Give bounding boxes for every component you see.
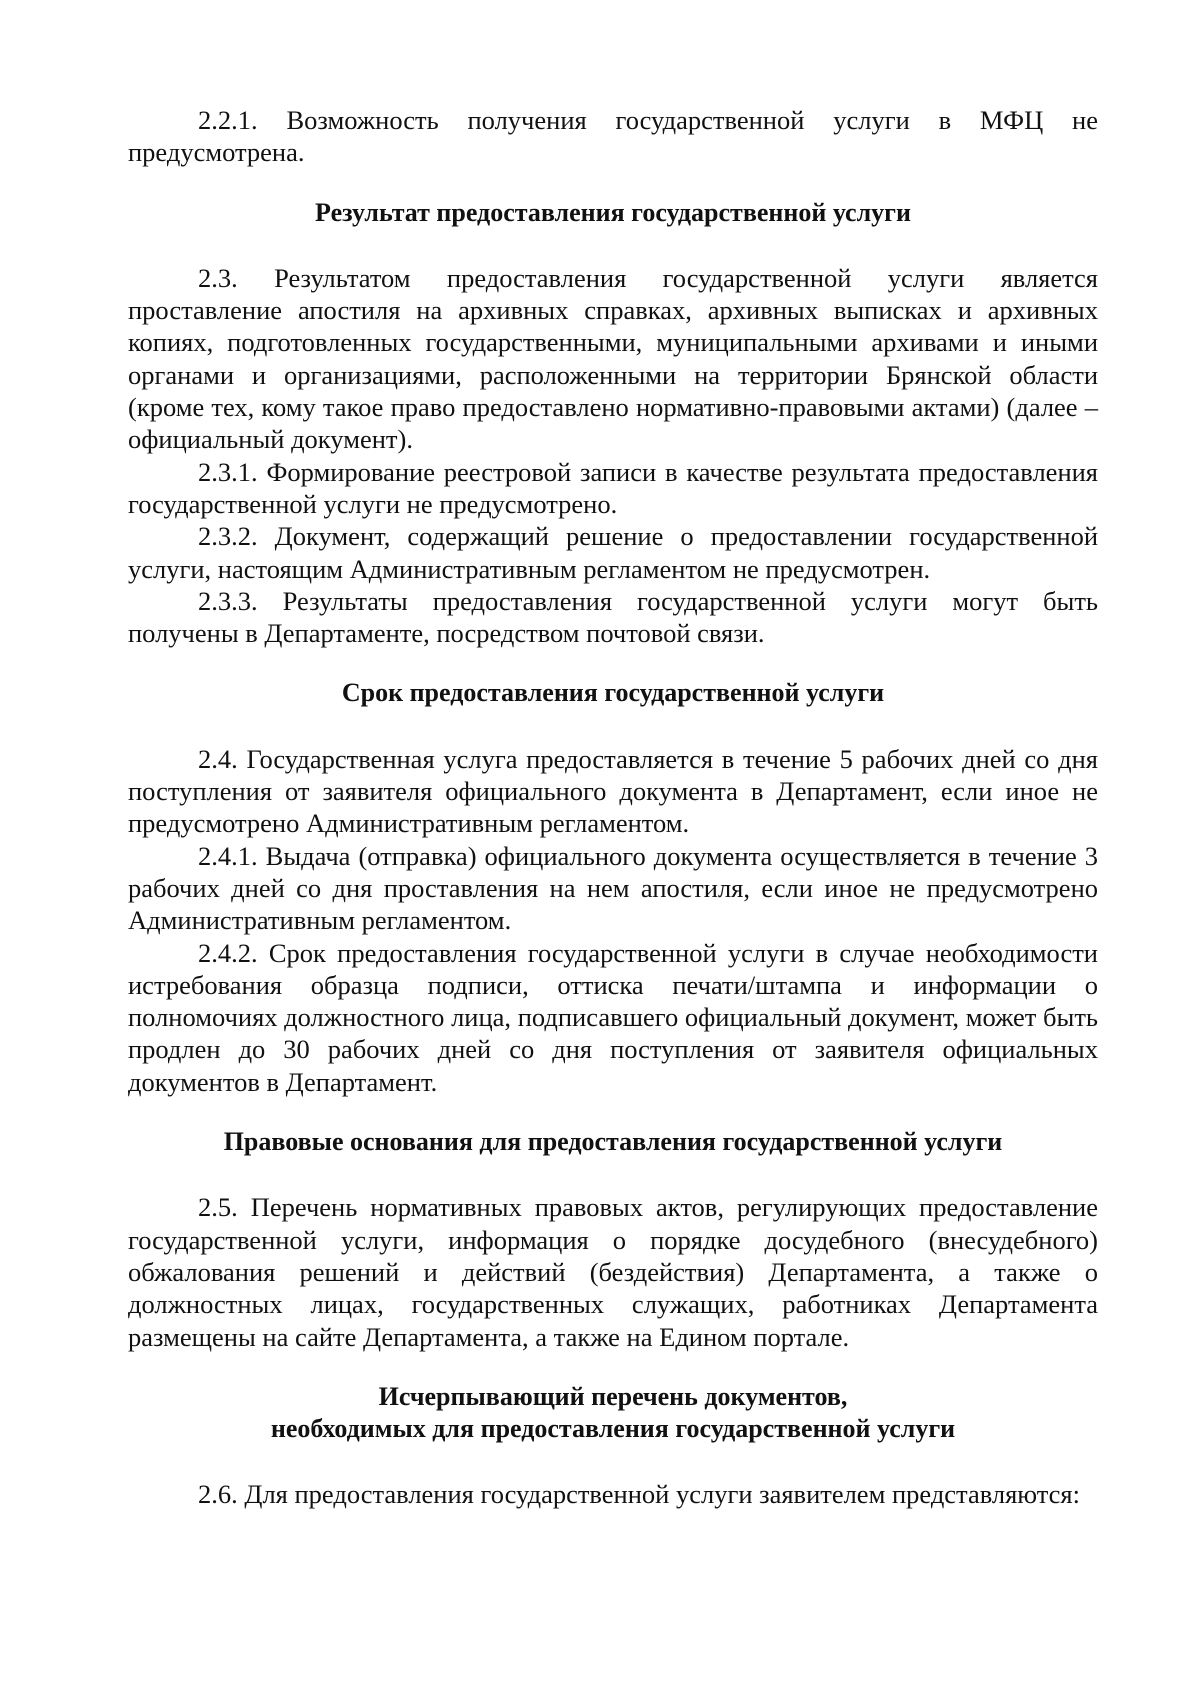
- heading-term: Срок предоставления государственной услуги: [341, 678, 885, 708]
- paragraph-2-4-2: 2.4.2. Срок предоставления государственной услуги в случае необходимости истребования образца подписи, оттиска печати/штампа и информации о полномочиях должностного лица, подписавшего официальный документ, может быть продлен до 30 рабочих дней со дня поступления от заявителя официальных документов в Департамент.: [128, 937, 1098, 1097]
- paragraph-2-3: 2.3. Результатом предоставления государственной услуги является проставление апостиля на архивных справках, архивных выписках и архивных копиях, подготовленных государственными, муниципальными архивами и иными органами и организациями, расположенными на территории Брянской области (кроме тех, кому такое право предоставлено нормативно-правовыми актами) (далее – официальный документ).: [128, 262, 1098, 455]
- paragraph-2-4-1: 2.4.1. Выдача (отправка) официального документа осуществляется в течение 3 рабочих дней со дня проставления на нем апостиля, если иное не предусмотрено Административным регламентом.: [128, 840, 1098, 936]
- paragraph-2-2-1: 2.2.1. Возможность получения государственной услуги в МФЦ не предусмотрена.: [128, 105, 1098, 168]
- paragraph-2-3-2: 2.3.2. Документ, содержащий решение о предоставлении государственной услуги, настоящим Административным регламентом не предусмотрен.: [128, 521, 1098, 584]
- heading-documents-list: [128, 1381, 1098, 1446]
- heading-legal-basis: Правовые основания для предоставления государственной услуги: [223, 1127, 1003, 1157]
- paragraph-2-6: 2.6. Для предоставления государственной услуги заявителем представляются:: [198, 1479, 1080, 1510]
- paragraph-2-5: 2.5. Перечень нормативных правовых актов, регулирующих предоставление государственной услуги, информация о порядке досудебного (внесудебного) обжалования решений и действий (бездействия) Департамента, а также о должностных лицах, государственных служащих, работниках Департамента размещены на сайте Департамента, а также на Едином портале.: [128, 1192, 1098, 1352]
- paragraph-2-3-1: 2.3.1. Формирование реестровой записи в качестве результата предоставления государственной услуги не предусмотрено.: [128, 456, 1098, 519]
- paragraph-2-4: 2.4. Государственная услуга предоставляется в течение 5 рабочих дней со дня поступления от заявителя официального документа в Департамент, если иное не предусмотрено Административным регламентом.: [128, 743, 1098, 839]
- heading-documents-line-1: Исчерпывающий перечень документов,: [378, 1381, 848, 1411]
- heading-result: Результат предоставления государственной услуги: [315, 197, 911, 227]
- paragraph-2-3-3: 2.3.3. Результаты предоставления государственной услуги могут быть получены в Департаменте, посредством почтовой связи.: [128, 585, 1098, 649]
- heading-documents-line-2: необходимых для предоставления государственной услуги: [270, 1414, 956, 1444]
- document-page: [128, 104, 1098, 1511]
